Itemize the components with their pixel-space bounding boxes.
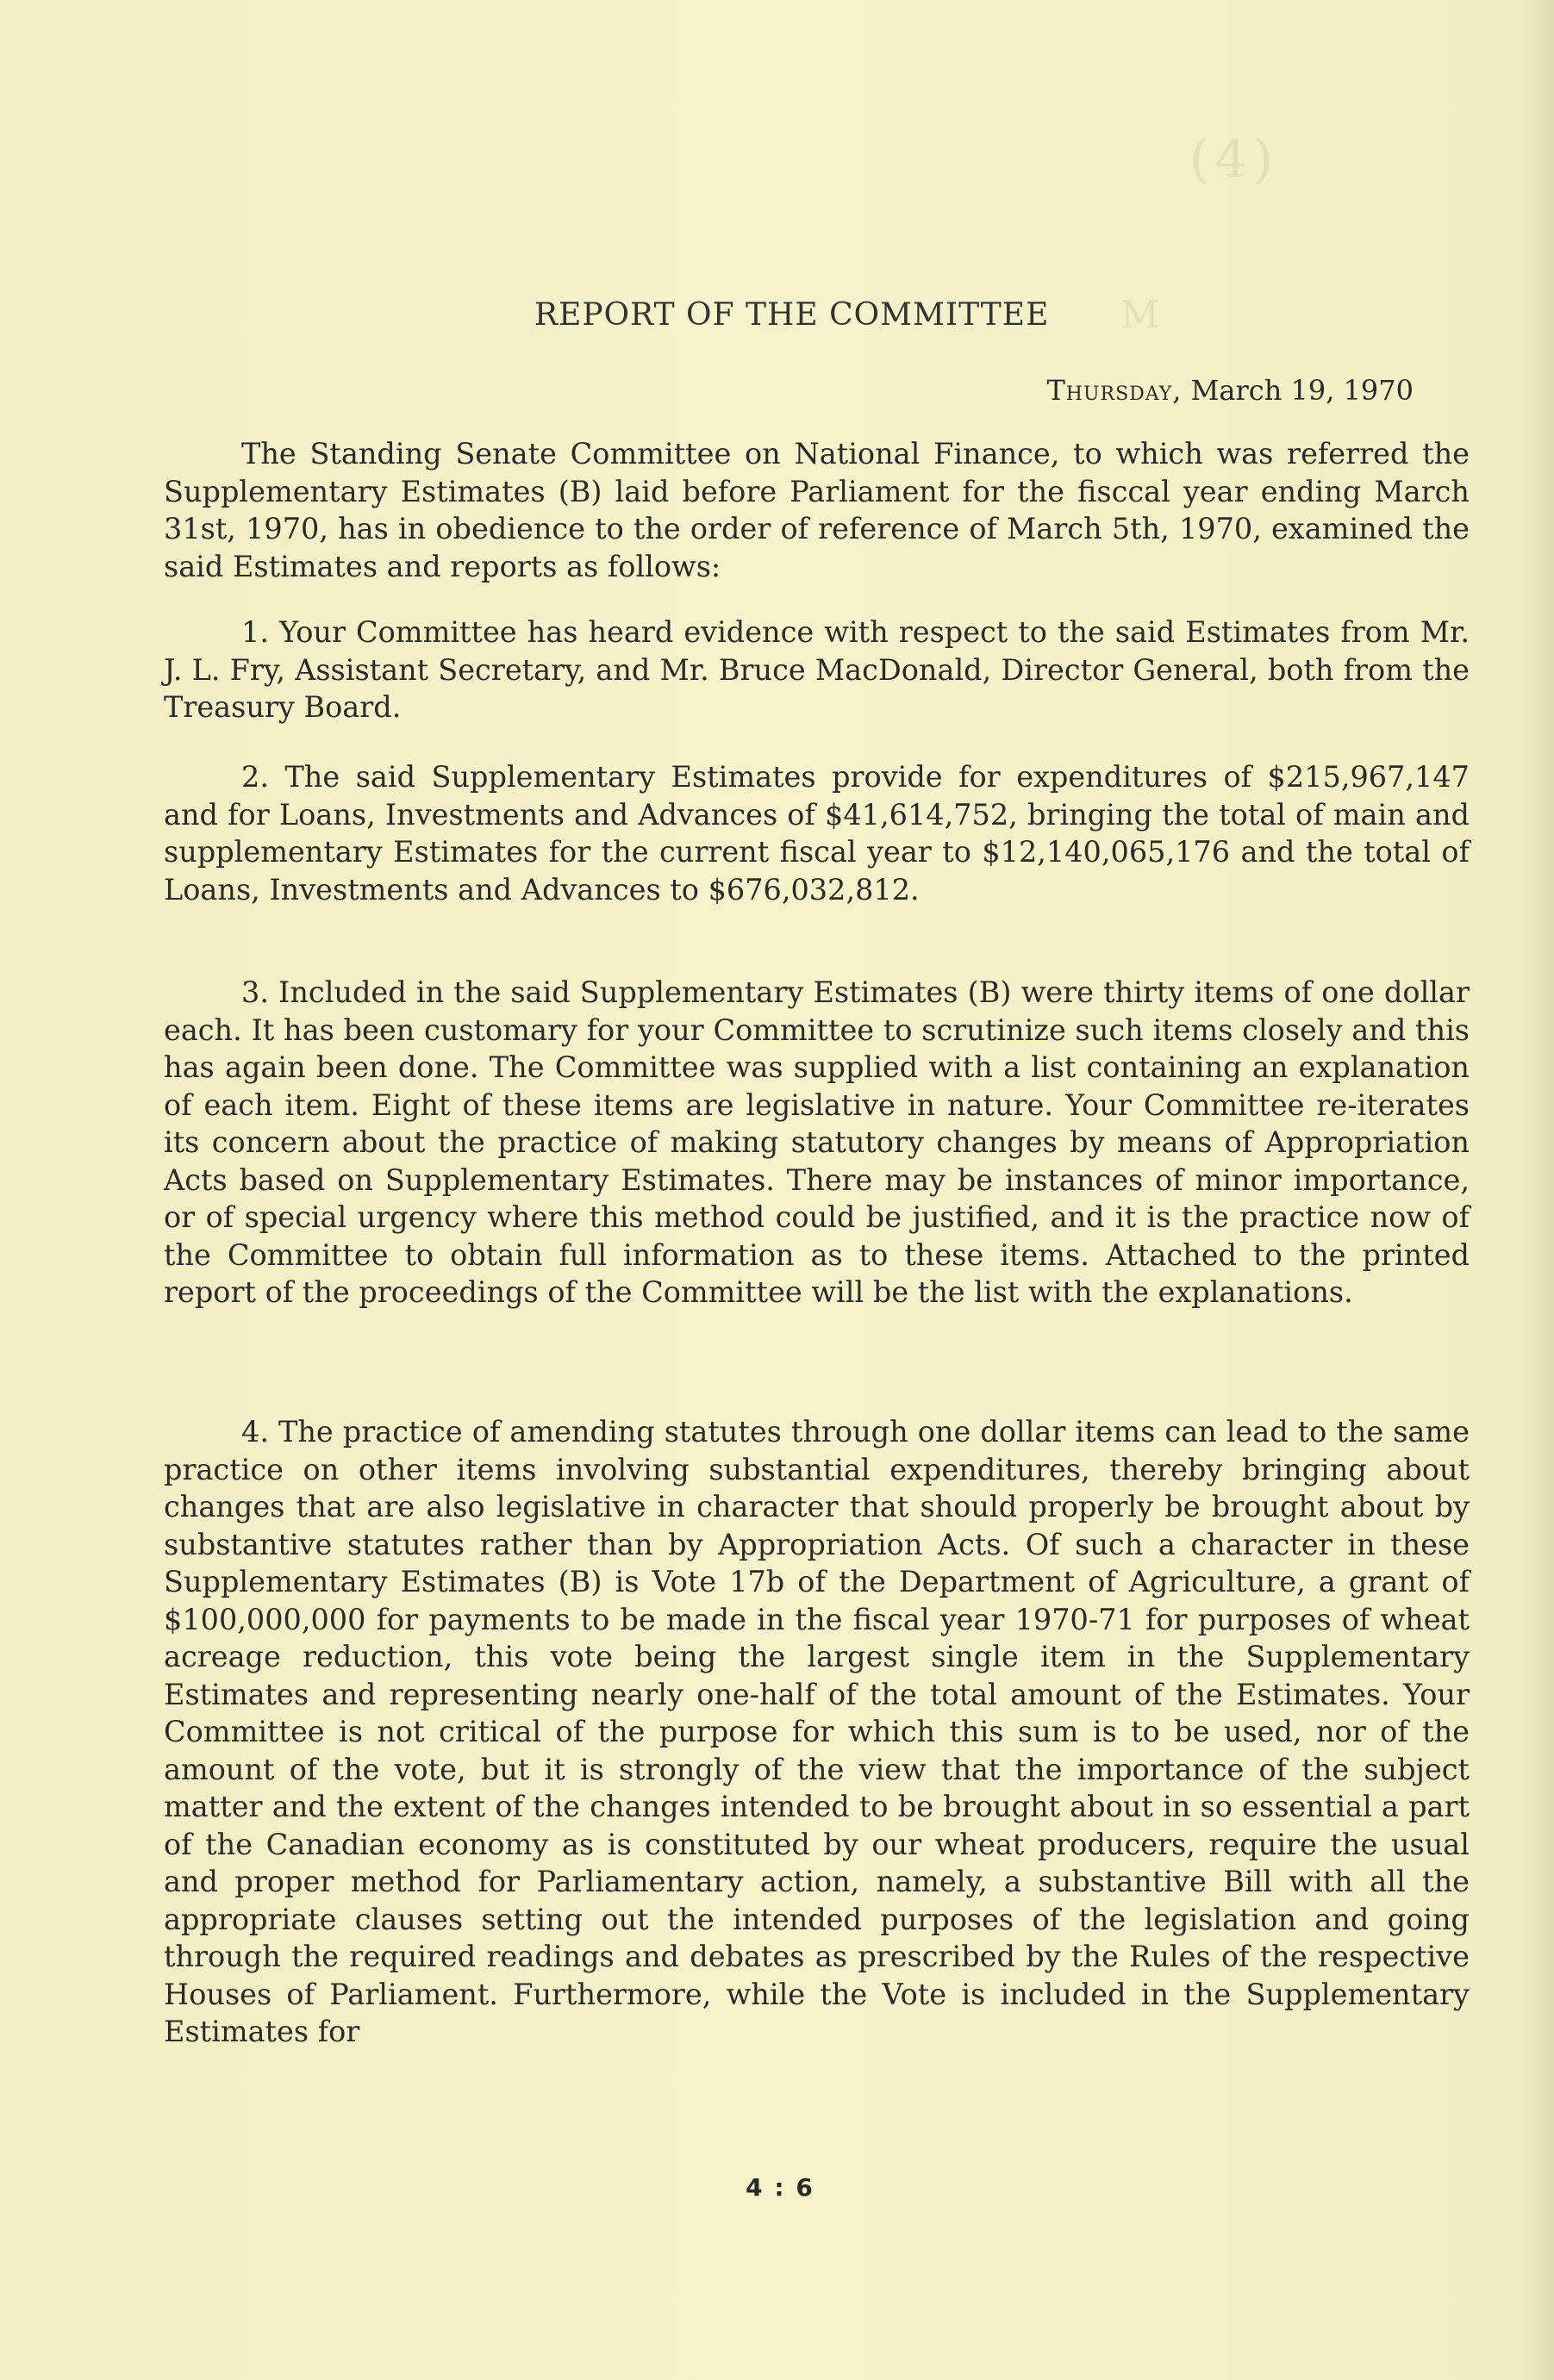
numbered-paragraph-1 xyxy=(164,614,1470,726)
bleed-through-mark: M xyxy=(1120,293,1165,337)
page-edge-shadow xyxy=(1523,0,1554,2380)
report-date-day: Thursday, xyxy=(1046,374,1183,407)
paragraph-text: 3. Included in the said Supplementary Estimates (B) were thirty items of one dollar each. It has been customary for your Committee to scrutinize such items closely and this has again been done. The Committee was supplied with a list containing an explanation of each item. Eight of these items are legislative in nature. Your Committee re-iterates its concern about the practice of making statutory changes by means of Appropriation Acts based on Supplementary Estimates. There may be instances of minor importance, or of special urgency where this method could be justified, and it is the practice now of the Committee to obtain full information as to these items. Attached to the printed report of the proceedings of the Committee will be the list with the explanations. xyxy=(164,975,1470,1309)
intro-paragraph xyxy=(164,435,1470,585)
report-date-rest: March 19, 1970 xyxy=(1190,374,1414,407)
bleed-through-mark: (4) xyxy=(1189,129,1278,190)
report-heading: REPORT OF THE COMMITTEE xyxy=(534,297,1050,333)
report-date xyxy=(965,374,1414,407)
numbered-paragraph-4 xyxy=(164,1413,1470,2051)
page-number: 4 : 6 xyxy=(746,2173,814,2202)
paragraph-text: 1. Your Committee has heard evidence with respect to the said Estimates from Mr. J. L. Fry, Assistant Secretary, and Mr. Bruce MacDonald, Director General, both from the Treasury Board. xyxy=(164,615,1470,724)
paragraph-text: 2. The said Supplementary Estimates provide for expenditures of $215,967,147 and for Loans, Investments and Advances of $41,614,752, bringing the total of main and supplementary Estimates for the current fiscal year to $12,140,065,176 and the total of Loans, Investments and Advances to $676,032,812. xyxy=(164,760,1470,907)
numbered-paragraph-2 xyxy=(164,758,1470,908)
numbered-paragraph-3 xyxy=(164,974,1470,1311)
intro-text: The Standing Senate Committee on National Finance, to which was referred the Supplementary Estimates (B) laid before Parliament for the fisccal year ending March 31st, 1970, has in obedience to the order of reference of March 5th, 1970, examined the said Estimates and reports as follows: xyxy=(164,437,1470,583)
paragraph-text: 4. The practice of amending statutes through one dollar items can lead to the same practice on other items involving substantial expenditures, thereby bringing about changes that are also legislative in character that should properly be brought about by substantive statutes rather than by Appropriation Acts. Of such a character in these Supplementary Estimates (B) is Vote 17b of the Department of Agriculture, a grant of $100,000,000 for payments to be made in the fiscal year 1970-71 for purposes of wheat acreage reduction, this vote being the largest single item in the Supplementary Estimates and representing nearly one-half of the total amount of the Estimates. Your Committee is not critical of the purpose for which this sum is to be used, nor of the amount of the vote, but it is strongly of the view that the importance of the subject matter and the extent of the changes intended to be brought about in so essential a part of the Canadian economy as is constituted by our wheat producers, require the usual and proper method for Parliamentary action, namely, a substantive Bill with all the appropriate clauses setting out the intended purposes of the legislation and going through the required readings and debates as prescribed by the Rules of the respective Houses of Parliament. Furthermore, while the Vote is included in the Supplementary Estimates for xyxy=(164,1415,1470,2048)
